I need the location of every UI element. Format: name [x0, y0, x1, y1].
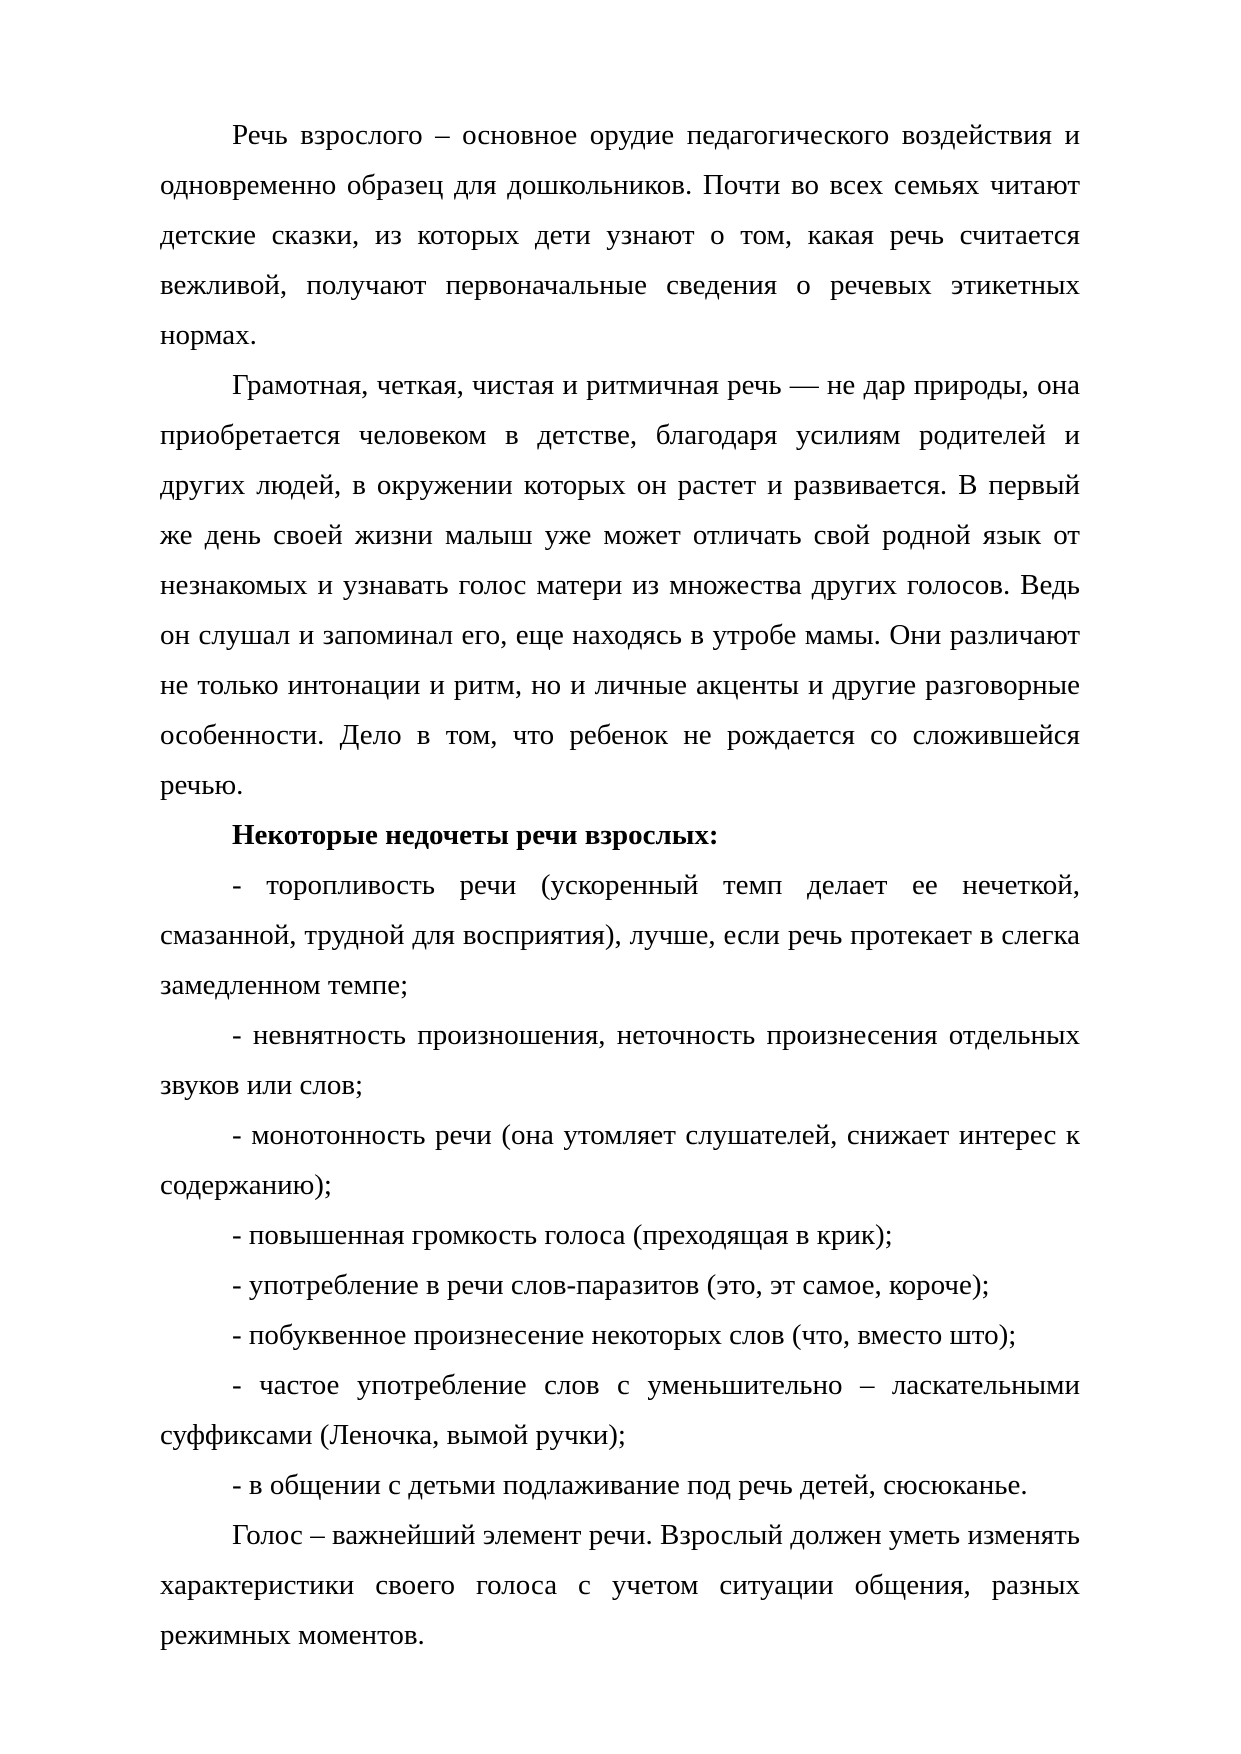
list-item-paragraph: - торопливость речи (ускоренный темп делает ее нечеткой, смазанной, трудной для восприятия), лучше, если речь протекает в слегка замедленном темпе; [160, 869, 1080, 1001]
list-item-paragraph: - побуквенное произнесение некоторых слов (что, вместо што); [232, 1319, 1017, 1351]
list-item-paragraph: - монотонность речи (она утомляет слушателей, снижает интерес к содержанию); [160, 1119, 1080, 1201]
body-paragraph: Голос – важнейший элемент речи. Взрослый должен уметь изменять характеристики своего голоса с учетом ситуации общения, разных режимных моментов. [160, 1519, 1080, 1651]
list-item-paragraph: - употребление в речи слов-паразитов (это, эт самое, короче); [232, 1269, 990, 1301]
body-paragraph: Грамотная, четкая, чистая и ритмичная речь — не дар природы, она приобретается человеком в детстве, благодаря усилиям родителей и других людей, в окружении которых он растет и развивается. В первый же день своей жизни малыш уже может отличать свой родной язык от незнакомых и узнавать голос матери из множества других голосов. Ведь он слушал и запоминал его, еще находясь в утробе мамы. Они различают не только интонации и ритм, но и личные акценты и другие разговорные особенности. Дело в том, что ребенок не рождается со сложившейся речью. [160, 369, 1080, 801]
section-heading: Некоторые недочеты речи взрослых: [232, 819, 719, 851]
list-item-paragraph: - повышенная громкость голоса (преходящая в крик); [232, 1219, 893, 1251]
list-item-paragraph: - в общении с детьми подлаживание под речь детей, сюсюканье. [232, 1469, 1028, 1501]
body-paragraph: Речь взрослого – основное орудие педагогического воздействия и одновременно образец для дошкольников. Почти во всех семьях читают детские сказки, из которых дети узнают о том, какая речь считается вежливой, получают первоначальные сведения о речевых этикетных нормах. [160, 119, 1080, 351]
list-item-paragraph: - невнятность произношения, неточность произнесения отдельных звуков или слов; [160, 1019, 1080, 1101]
document-content [160, 110, 1080, 1660]
list-item-paragraph: - частое употребление слов с уменьшительно – ласкательными суффиксами (Леночка, вымой ручки); [160, 1369, 1080, 1451]
